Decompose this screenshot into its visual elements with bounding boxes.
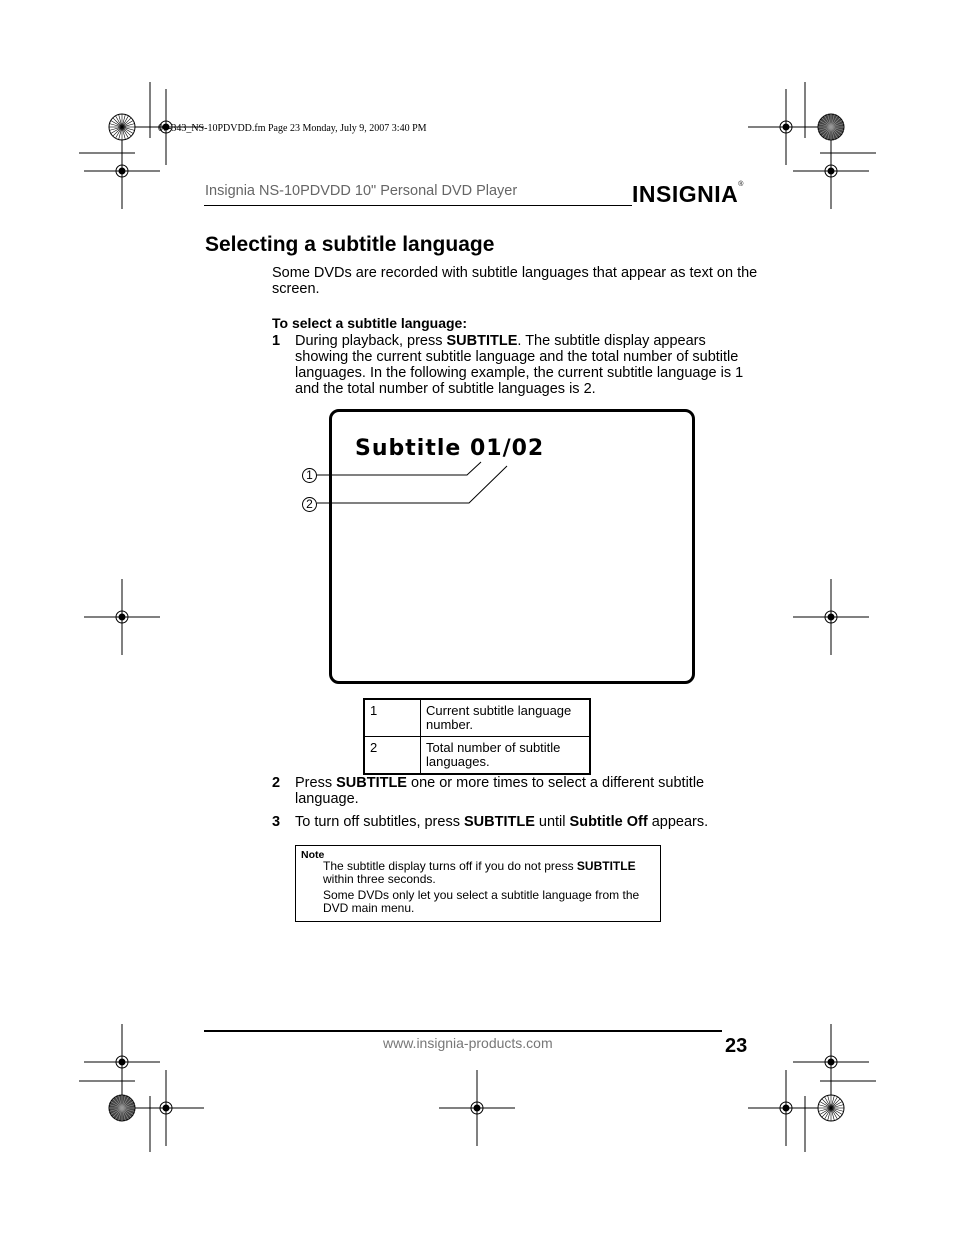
running-header: Insignia NS-10PDVDD 10" Personal DVD Player (205, 183, 518, 199)
table-row: 1 Current subtitle language number. (364, 699, 590, 737)
procedure-title: To select a subtitle language: (272, 315, 468, 331)
section-heading: Selecting a subtitle language (205, 233, 495, 256)
footer-rule (204, 1030, 722, 1032)
note-label: Note (301, 849, 325, 861)
step-number: 2 (272, 775, 281, 791)
page-number: 23 (725, 1035, 748, 1057)
callout-1: 1 (302, 468, 317, 483)
note-paragraph: Some DVDs only let you select a subtitle language from the DVD main menu. (323, 888, 640, 915)
table-row: 2 Total number of subtitle languages. (364, 737, 590, 775)
osd-subtitle-text: Subtitle 01/02 (355, 436, 545, 461)
note-paragraph: The subtitle display turns off if you do not press SUBTITLE within three seconds. (323, 859, 636, 886)
insignia-logo: INSIGNIA® (632, 181, 744, 207)
intro-paragraph: Some DVDs are recorded with subtitle languages that appear as text on the screen. (272, 265, 758, 297)
note-box (295, 845, 661, 922)
step-number: 3 (272, 814, 281, 830)
footer-url: www.insignia-products.com (383, 1035, 553, 1051)
step-2: 2 Press SUBTITLE one or more times to select a different subtitle language. (272, 775, 705, 807)
file-slug: 07-343_NS-10PDVDD.fm Page 23 Monday, July 9, 2007 3:40 PM (158, 123, 427, 134)
legend-table (363, 698, 591, 775)
callout-2: 2 (302, 497, 317, 512)
step-3: 3 To turn off subtitles, press SUBTITLE until Subtitle Off appears. (272, 814, 709, 830)
step-1: 1 During playback, press SUBTITLE. The subtitle display appears showing the current subtitle language and the total number of subtitle languages. In the following example, the current subtitle language is 1 and the total number of subtitle languages is 2. (272, 333, 744, 397)
step-number: 1 (272, 333, 281, 349)
